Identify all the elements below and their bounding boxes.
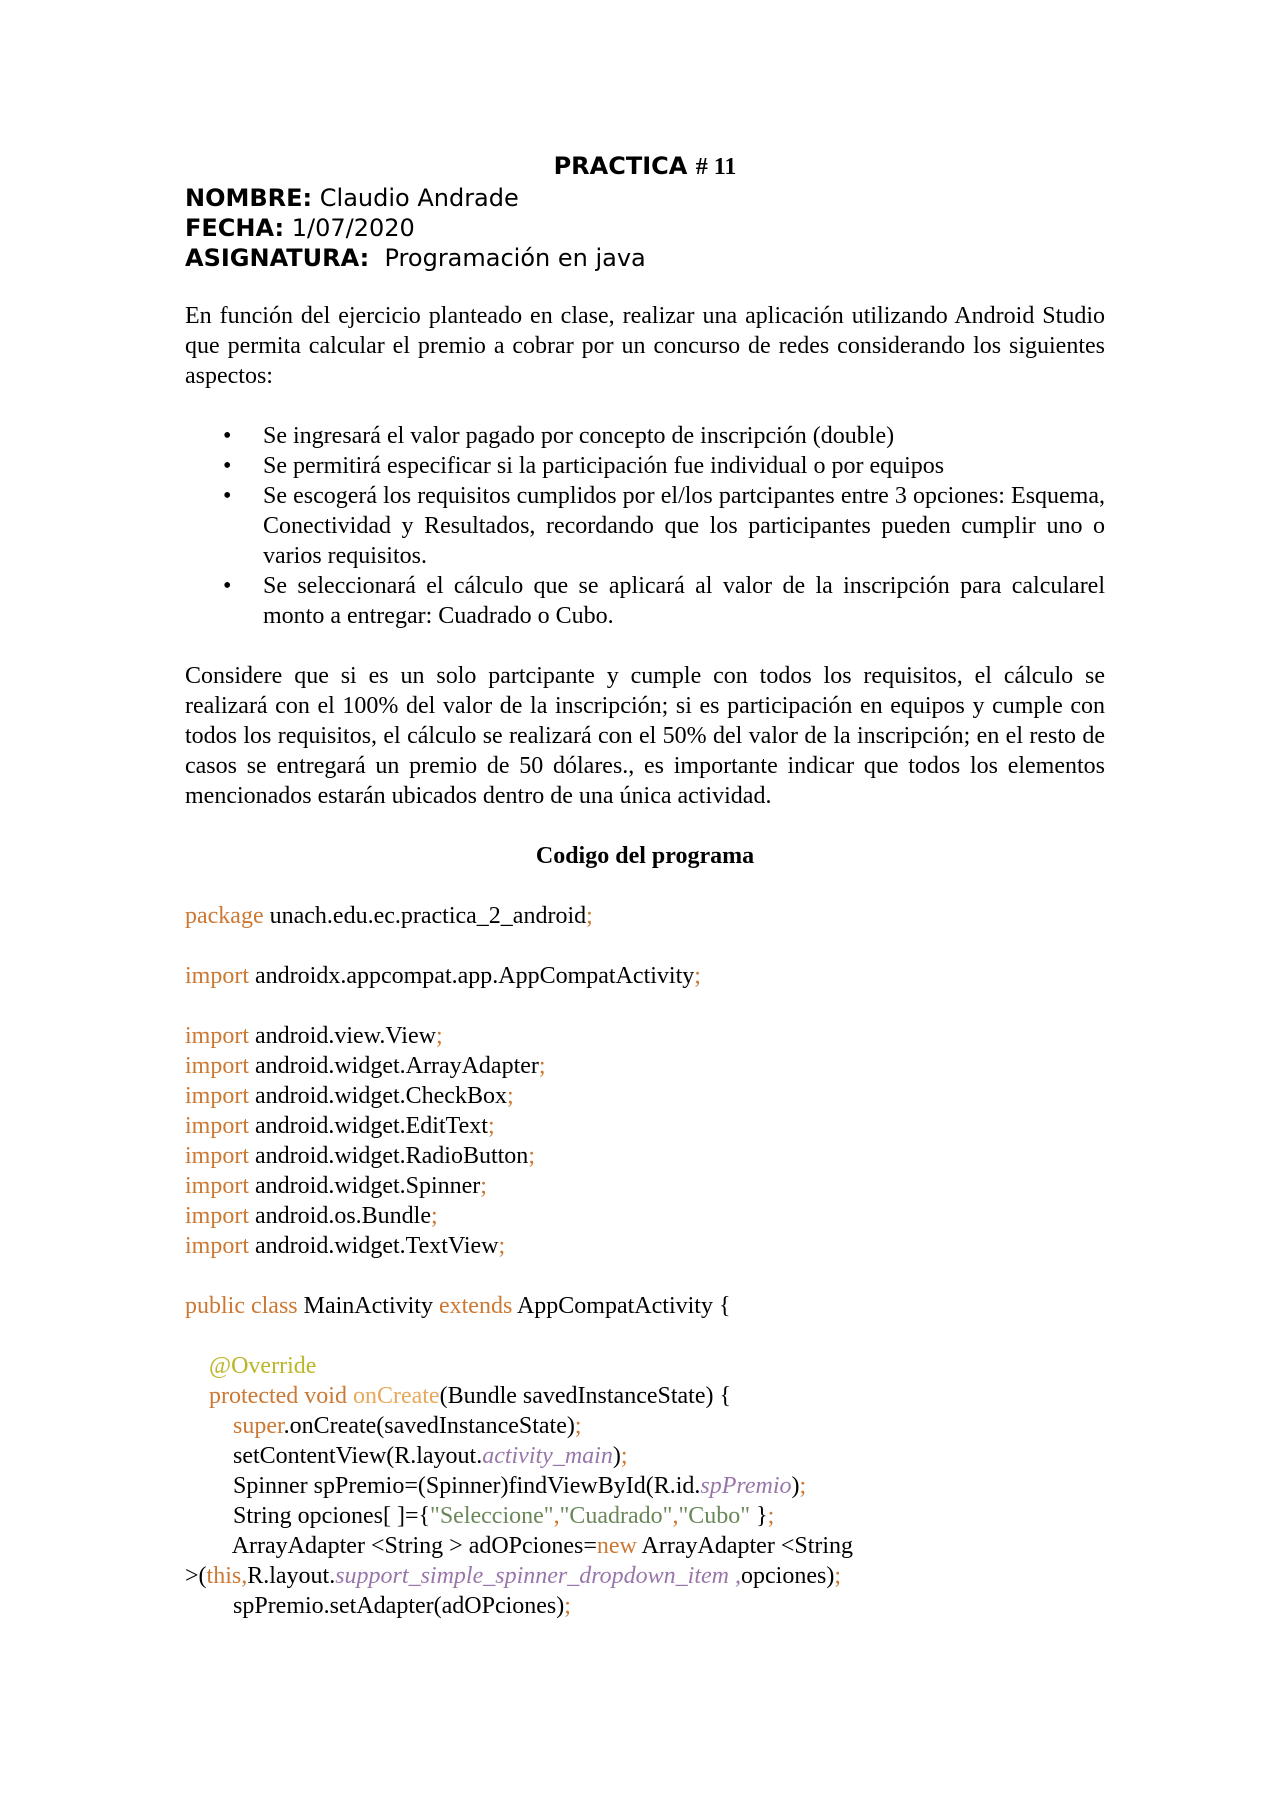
- intro-paragraph: En función del ejercicio planteado en clase, realizar una aplicación utilizando Android Studio que permita calcular el premio a cobrar por un concurso de redes considerando los siguientes aspectos:: [185, 303, 1105, 389]
- code-line: import androidx.appcompat.app.AppCompatActivity;: [185, 963, 701, 989]
- code-line: import android.widget.CheckBox;: [185, 1083, 514, 1109]
- code-line: import android.widget.RadioButton;: [185, 1143, 535, 1169]
- code-line: protected void onCreate(Bundle savedInstanceState) {: [185, 1383, 731, 1409]
- code-section-title: Codigo del programa: [535, 843, 755, 869]
- student-name: NOMBRE: Claudio Andrade: [185, 184, 519, 212]
- code-listing: [185, 901, 1105, 1621]
- list-item: • Se escogerá los requisitos cumplidos por el/los partcipantes entre 3 opciones: Esquema, Conectividad y Resultados, recordando que los participantes pueden cumplir uno o varios requisitos.: [223, 483, 1105, 569]
- code-line: Spinner spPremio=(Spinner)findViewById(R.id.spPremio);: [233, 1473, 807, 1499]
- code-line: import android.widget.EditText;: [185, 1113, 495, 1139]
- list-item: • Se seleccionará el cálculo que se aplicará al valor de la inscripción para calcularel monto a entregar: Cuadrado o Cubo.: [223, 573, 1105, 629]
- code-line: super.onCreate(savedInstanceState);: [233, 1413, 582, 1439]
- requirements-list: [185, 421, 1105, 631]
- code-line: setContentView(R.layout.activity_main);: [233, 1443, 628, 1469]
- code-line: import android.view.View;: [185, 1023, 443, 1049]
- code-line: import android.widget.ArrayAdapter;: [185, 1053, 546, 1079]
- code-line: import android.os.Bundle;: [185, 1203, 438, 1229]
- conditions-paragraph: Considere que si es un solo partcipante y cumple con todos los requisitos, el cálculo se realizará con el 100% del valor de la inscripción; si es participación en equipos y cumple con todos los requisitos, el cálculo se realizará con el 50% del valor de la inscripción; en el resto de casos se entregará un premio de 50 dólares., es importante indicar que todos los elementos mencionados estarán ubicados dentro de una única actividad.: [185, 663, 1105, 809]
- list-item: • Se ingresará el valor pagado por concepto de inscripción (double): [223, 423, 895, 449]
- subject-line: ASIGNATURA: Programación en java: [185, 244, 646, 272]
- code-line: spPremio.setAdapter(adOPciones);: [233, 1593, 571, 1619]
- bullet-icon: •: [223, 573, 232, 599]
- code-line: >(this,R.layout.support_simple_spinner_dropdown_item ,opciones);: [185, 1563, 841, 1589]
- page-title: PRACTICA # 11: [553, 152, 737, 180]
- bullet-icon: •: [223, 423, 232, 449]
- code-line: public class MainActivity extends AppCompatActivity {: [185, 1293, 731, 1319]
- code-line: ArrayAdapter <String > adOPciones=new ArrayAdapter <String: [231, 1533, 854, 1559]
- date-line: FECHA: 1/07/2020: [185, 214, 415, 242]
- document-page: [185, 150, 1105, 1621]
- code-line: @Override: [185, 1353, 317, 1379]
- list-item: • Se permitirá especificar si la participación fue individual o por equipos: [223, 453, 945, 479]
- code-line: String opciones[ ]={"Seleccione","Cuadrado","Cubo" };: [233, 1503, 775, 1529]
- bullet-icon: •: [223, 483, 232, 509]
- code-line: import android.widget.Spinner;: [185, 1173, 487, 1199]
- code-line: import android.widget.TextView;: [185, 1233, 506, 1259]
- code-line: package unach.edu.ec.practica_2_android;: [185, 903, 593, 929]
- bullet-icon: •: [223, 453, 232, 479]
